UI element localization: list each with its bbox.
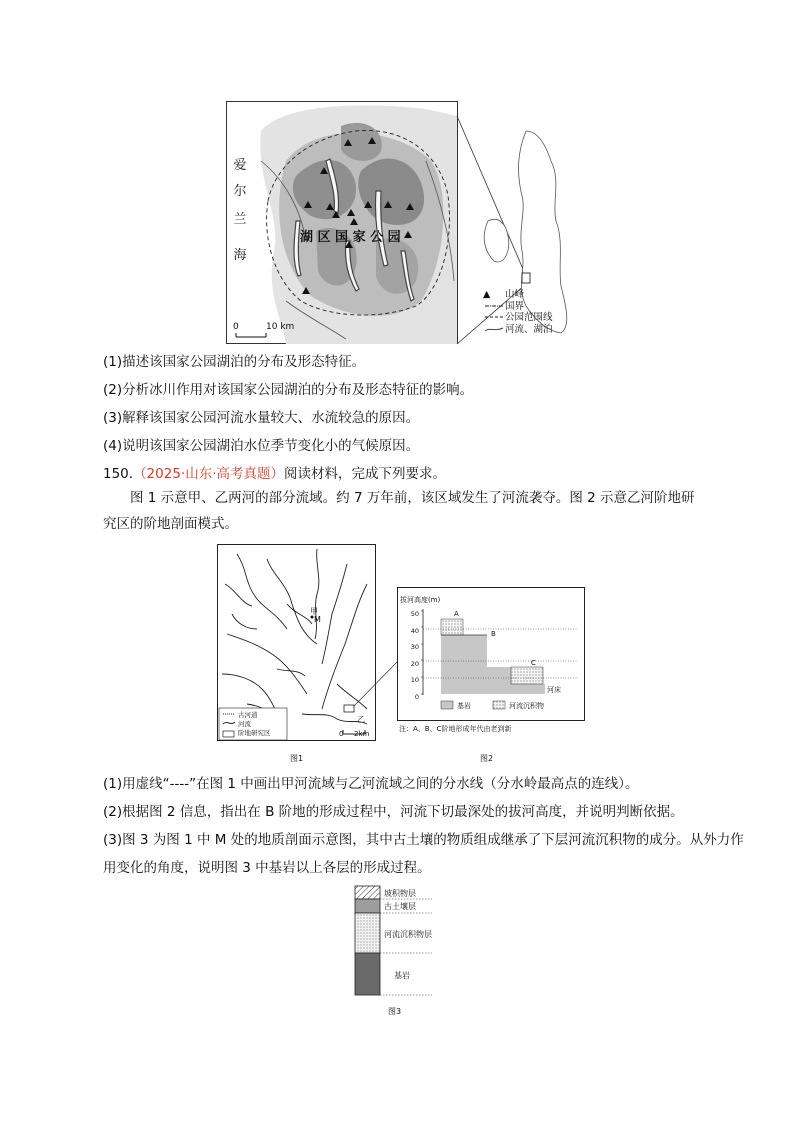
question-150-header [103, 465, 446, 483]
tick-label: 20 [410, 659, 419, 668]
scale-distance: 2km [354, 730, 370, 738]
park-label: 湖 区 国 家 公 园 [300, 230, 401, 245]
terrace-a-sediment [441, 619, 463, 635]
figure-1-caption: 图1 [290, 754, 304, 763]
terrace-profile [397, 587, 585, 721]
sediment-swatch-icon [493, 701, 505, 709]
terrace-c-label: C [531, 659, 536, 667]
figure-2 [397, 587, 585, 763]
tick-label: 10 [410, 676, 419, 685]
bedrock-layer [355, 953, 380, 995]
legend-sediment: 河流沉积物 [509, 702, 544, 710]
question-a1: (1)描述该国家公园湖泊的分布及形态特征。 [103, 354, 366, 370]
river-lake-icon [483, 326, 505, 332]
border-line-icon [483, 303, 505, 309]
point-m: M [314, 615, 321, 624]
layer-label-colluvium: 坡积物层 [384, 889, 416, 898]
tick-label: 30 [410, 643, 419, 652]
map-legend: ▲ 山峰 国界 公园范围线 河流、湖泊 [483, 289, 553, 335]
sea-label: 爱 尔 兰 海 [233, 158, 247, 263]
park-boundary-icon [483, 314, 505, 320]
scale-zero: 0 [339, 730, 344, 738]
river-sediment-layer [355, 913, 380, 953]
tick-label: 0 [414, 692, 419, 701]
legend-study-area: 阶地研究区 [238, 729, 271, 737]
material-paragraph: 图 1 示意甲、乙两河的部分流域。约 7 万年前，该区域发生了河流袭夺。图 2 示意乙河阶地研究区的阶地剖面模式。 [103, 490, 695, 532]
paleosol-layer [355, 899, 380, 913]
label-jia: 甲 [310, 607, 318, 616]
legend-bedrock: 基岩 [457, 702, 471, 710]
colluvium-layer [355, 886, 380, 899]
question-instruction: 阅读材料，完成下列要求。 [284, 466, 447, 482]
riverbed-label: 河床 [547, 686, 561, 694]
question-a2: (2)分析冰川作用对该国家公园湖泊的分布及形态特征的影响。 [103, 382, 474, 398]
figure-3 [354, 884, 444, 1016]
tick-label: 40 [410, 626, 419, 635]
question-b3-line2: 用变化的角度，说明图 3 中基岩以上各层的形成过程。 [103, 860, 431, 876]
question-b3-line1: (3)图 3 为图 1 中 M 处的地质剖面示意图，其中古土壤的物质组成继承了下层河流沉积物的成分。从外力作 [103, 832, 744, 848]
scale-zero: 0 [233, 322, 239, 332]
question-number: 150. [103, 466, 134, 482]
figure-1 [217, 544, 397, 763]
peak-icon: ▲ [483, 289, 491, 300]
scale-distance: 10 km [266, 322, 295, 332]
bedrock-swatch-icon [441, 701, 453, 709]
question-b2: (2)根据图 2 信息，指出在 B 阶地的形成过程中，河流下切最深处的拔河高度，并说明判断依据。 [103, 804, 684, 820]
figure-3-caption: 图3 [388, 1007, 402, 1016]
question-source: （2025·山东·高考真题） [133, 466, 285, 482]
question-a4: (4)说明该国家公园湖泊水位季节变化小的气候原因。 [103, 438, 420, 454]
layer-label-bedrock: 基岩 [394, 971, 410, 980]
layer-label-paleosol: 古土壤层 [384, 902, 416, 911]
ireland-outline [484, 219, 509, 262]
question-b1: (1)用虚线“----”在图 1 中画出甲河流域与乙河流域之间的分水线（分水岭最高点的连线）。 [103, 776, 639, 792]
legend-river: 河流 [238, 720, 251, 728]
terrace-a-label: A [454, 610, 459, 618]
label-yi: 乙 [357, 715, 365, 724]
figure-2-note: 注：A、B、C阶地形成年代由老到新 [399, 725, 512, 733]
legend-ancient-river: 古河道 [238, 711, 258, 719]
terrace-b-label: B [491, 630, 496, 638]
tick-label: 50 [410, 610, 419, 618]
figure-2-caption: 图2 [480, 754, 494, 763]
layer-label-river-sediment: 河流沉积物层 [384, 930, 432, 939]
lake-district-map [226, 101, 578, 349]
terrace-c-sediment [511, 667, 543, 684]
question-a3: (3)解释该国家公园河流水量较大、水流较急的原因。 [103, 410, 420, 426]
y-axis-label: 拔河高度(m) [400, 596, 441, 604]
y-ticks [405, 606, 419, 706]
